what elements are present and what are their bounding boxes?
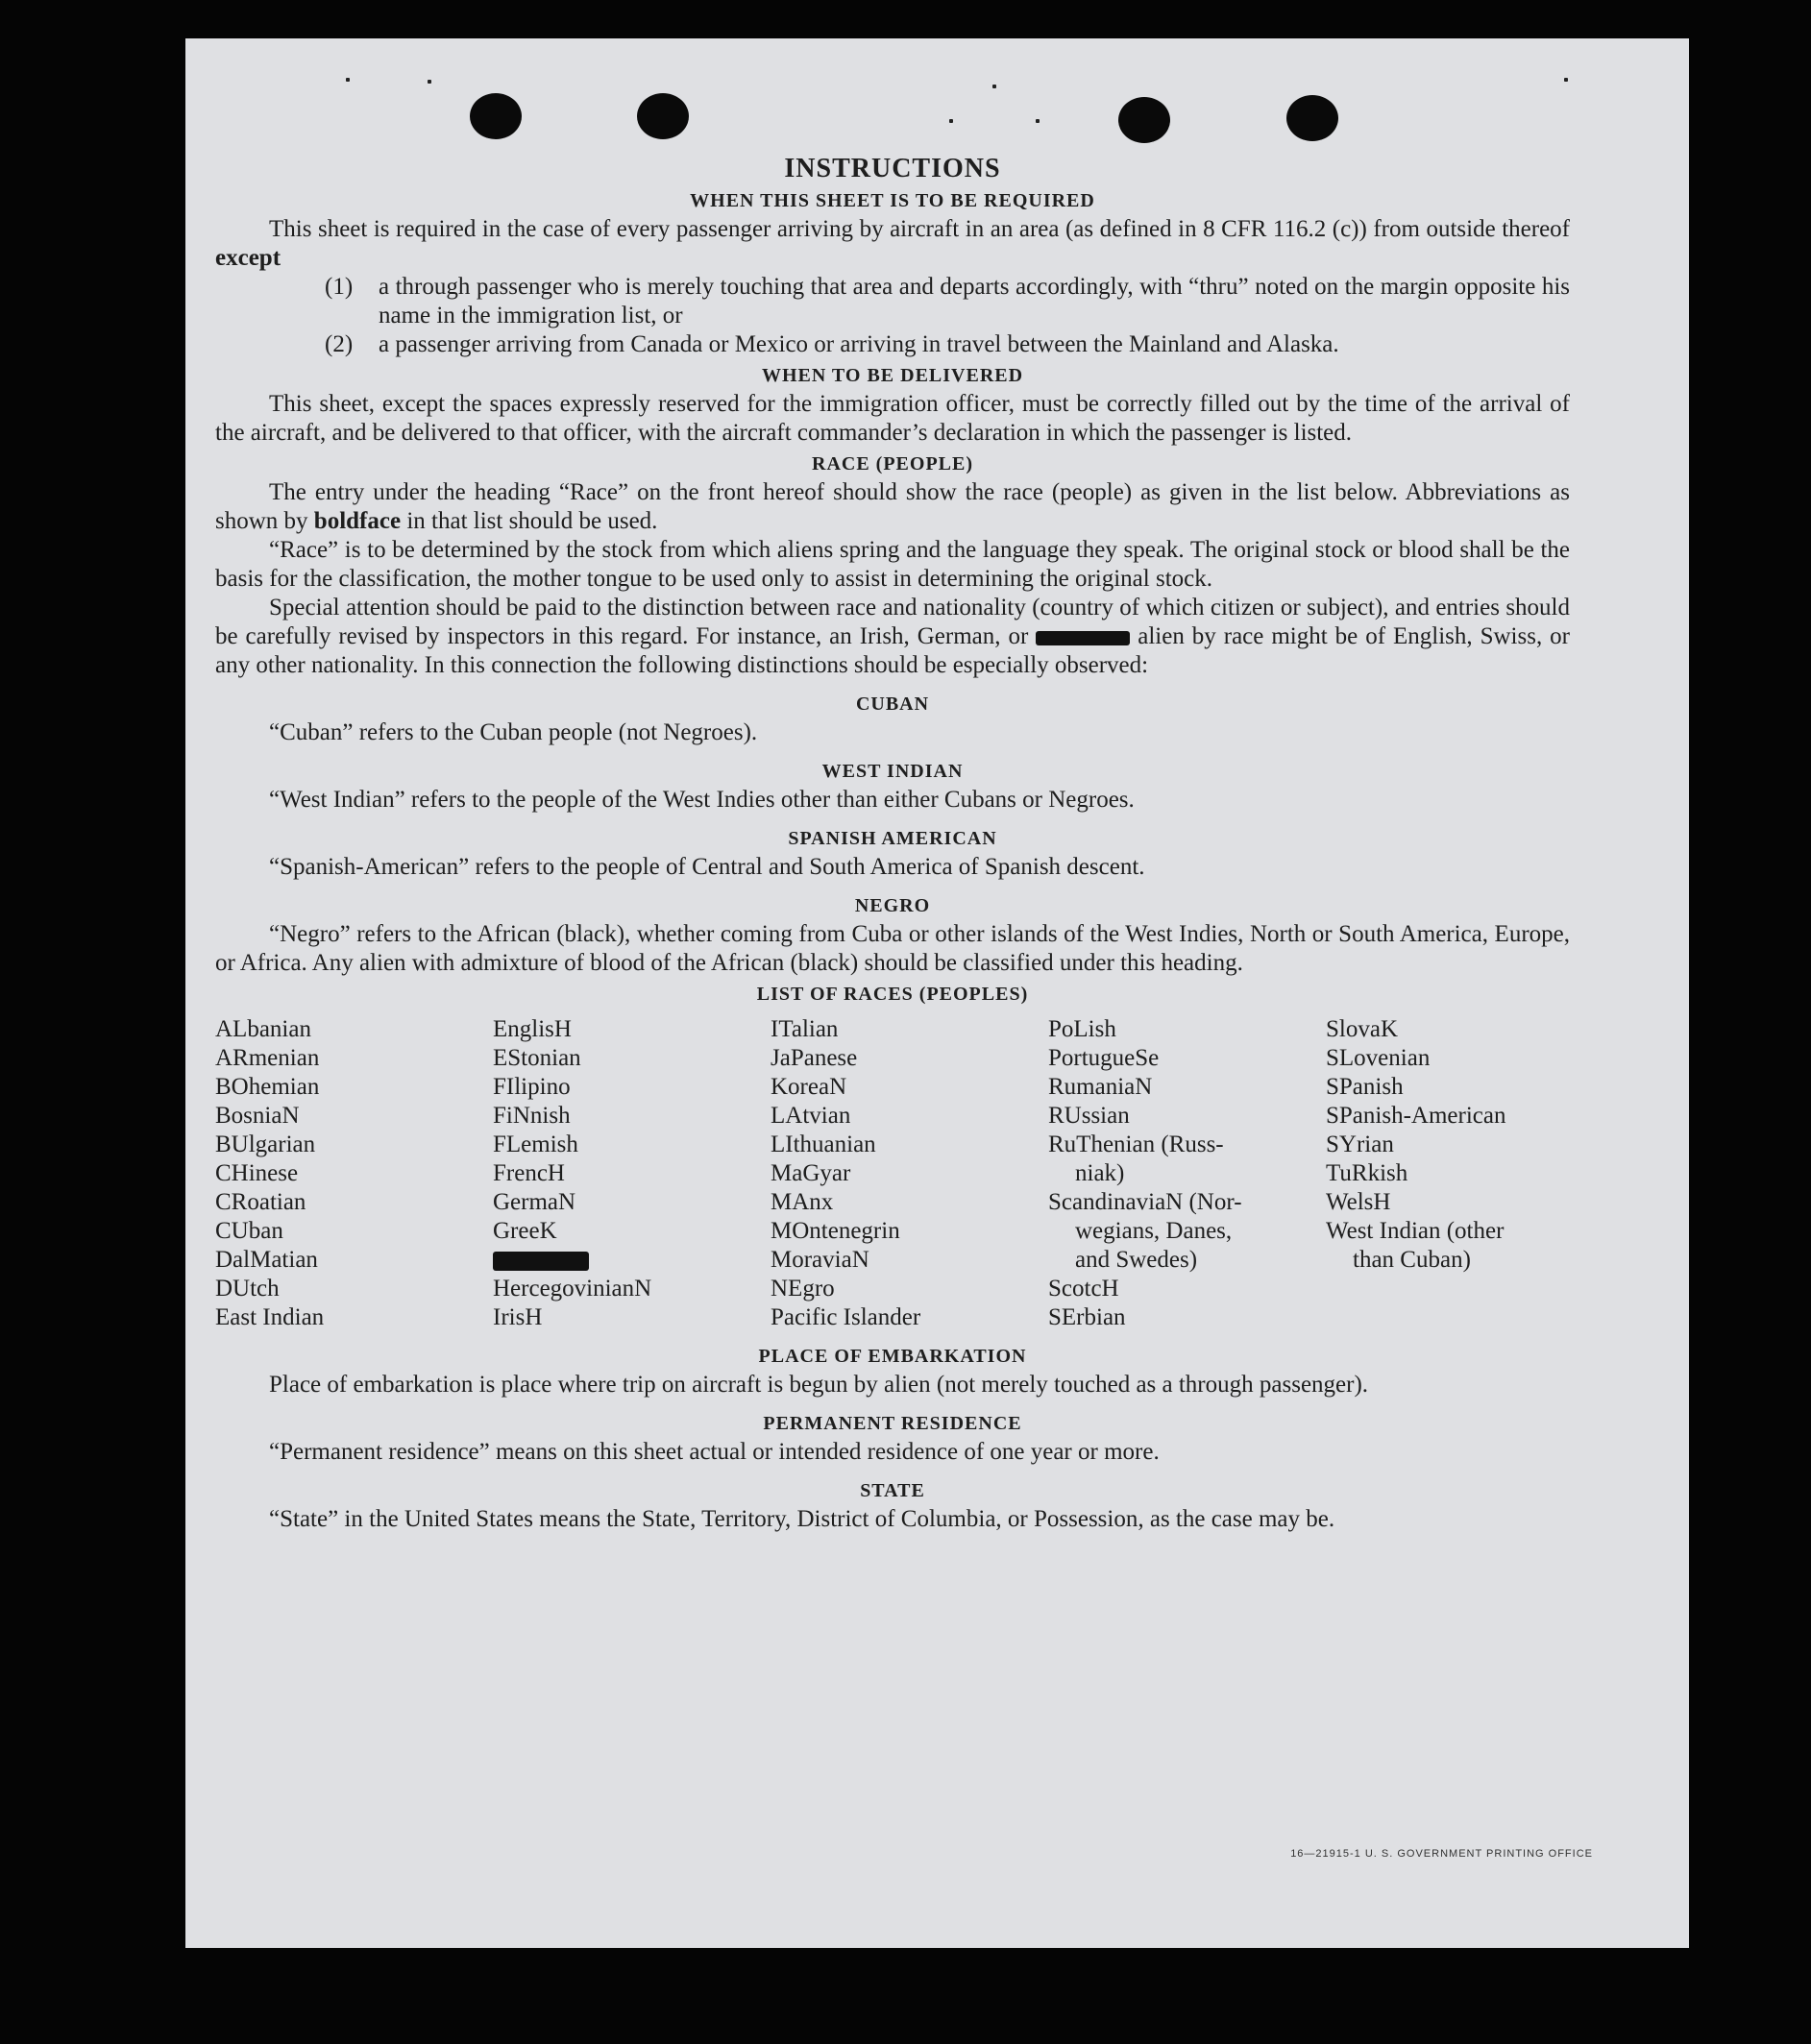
race-entry: PoLish	[1048, 1016, 1116, 1042]
race-entry: EStonian	[493, 1045, 581, 1071]
race-entry: RUssian	[1048, 1103, 1130, 1129]
paragraph-negro: “Negro” refers to the African (black), whether coming from Cuba or other islands of the West Indies, North or South America, Europe, or Africa. Any alien with admixture of blood of the African (black) should be classified under this heading.	[215, 921, 1570, 976]
races-column	[493, 1015, 771, 1332]
race-entry: FiNnish	[493, 1103, 571, 1129]
race-entry: EnglisH	[493, 1016, 572, 1042]
race-entry: and Swedes)	[1075, 1247, 1198, 1273]
heading-permanent-residence: PERMANENT RESIDENCE	[763, 1413, 1022, 1434]
race-entry: SPanish	[1326, 1074, 1404, 1100]
race-entry: NEgro	[771, 1276, 835, 1302]
paragraph-cuban: “Cuban” refers to the Cuban people (not Negroes).	[269, 719, 758, 745]
heading-negro: NEGRO	[854, 895, 931, 916]
paragraph-state: “State” in the United States means the State, Territory, District of Columbia, or Possession, as the case may be.	[269, 1506, 1335, 1532]
speck	[1036, 119, 1040, 123]
heading-west-indian: WEST INDIAN	[821, 761, 964, 782]
heading-required: WHEN THIS SHEET IS TO BE REQUIRED	[690, 190, 1095, 211]
race-entry: IrisH	[493, 1304, 543, 1330]
race-entry: CUban	[215, 1218, 283, 1244]
race-entry: SLovenian	[1326, 1045, 1431, 1071]
race-p3b: alien by race might be of English, Swiss, or any other nationality. In this connection the following distinctions should be especially observed:	[215, 623, 1570, 678]
race-entry: Pacific Islander	[771, 1304, 921, 1330]
race-entry: BosniaN	[215, 1103, 300, 1129]
redaction-mark	[493, 1252, 589, 1271]
race-entry: WelsH	[1326, 1189, 1391, 1215]
race-entry	[493, 1246, 771, 1275]
race-entry: ALbanian	[215, 1016, 311, 1042]
race-entry: TuRkish	[1326, 1160, 1408, 1186]
speck	[992, 85, 996, 88]
race-entry: HercegovinianN	[493, 1276, 652, 1302]
instruction-sheet	[185, 38, 1689, 1948]
heading-list-of-races: LIST OF RACES (PEOPLES)	[756, 984, 1029, 1005]
paragraph-required	[215, 215, 1570, 273]
punch-hole	[1118, 97, 1170, 143]
heading-race: RACE (PEOPLE)	[812, 453, 973, 474]
race-entry: BOhemian	[215, 1074, 320, 1100]
paragraph-permanent-residence: “Permanent residence” means on this sheet actual or intended residence of one year or more.	[269, 1439, 1160, 1465]
race-entry: CRoatian	[215, 1189, 306, 1215]
race-p3a: Special attention should be paid to the distinction between race and nationality (country of which citizen or subject), and entries should be carefully revised by inspectors in this regard. For instance, an Irish, German, or	[215, 595, 1570, 649]
punch-hole	[637, 93, 689, 139]
punch-hole	[470, 93, 522, 139]
race-entry: FrencH	[493, 1160, 565, 1186]
races-column	[215, 1015, 493, 1332]
race-entry: LIthuanian	[771, 1132, 876, 1157]
redaction-mark	[1036, 631, 1130, 645]
race-entry: RumaniaN	[1048, 1074, 1153, 1100]
race-entry: FIlipino	[493, 1074, 571, 1100]
race-entry: niak)	[1075, 1160, 1125, 1186]
item-text: a through passenger who is merely touching that area and departs accordingly, with “thru” noted on the margin opposite his name in the immigration list, or	[379, 274, 1570, 328]
race-entry: GermaN	[493, 1189, 576, 1215]
race-entry: PortugueSe	[1048, 1045, 1160, 1071]
item-number: (1)	[325, 274, 354, 300]
races-list	[215, 1015, 1570, 1332]
race-entry: DUtch	[215, 1276, 280, 1302]
race-entry: CHinese	[215, 1160, 299, 1186]
race-entry: ScandinaviaN (Nor-	[1048, 1189, 1242, 1215]
race-entry: FLemish	[493, 1132, 578, 1157]
race-entry: KoreaN	[771, 1074, 847, 1100]
list-item	[325, 273, 1570, 330]
race-entry: DalMatian	[215, 1247, 318, 1273]
paragraph-race-1	[215, 478, 1570, 536]
paragraph-race-2: “Race” is to be determined by the stock from which aliens spring and the language they speak. The original stock or blood shall be the basis for the classification, the mother tongue to be used only to assist in determining the original stock.	[215, 537, 1570, 592]
race-entry: RuThenian (Russ-	[1048, 1132, 1224, 1157]
race-entry: ScotcH	[1048, 1276, 1119, 1302]
paragraph-spanish-american: “Spanish-American” refers to the people of Central and South America of Spanish descent.	[269, 854, 1145, 880]
race-entry: MoraviaN	[771, 1247, 869, 1273]
speck	[428, 80, 431, 84]
race-entry: SPanish-American	[1326, 1103, 1506, 1129]
item-number: (2)	[325, 331, 354, 357]
race-entry: ARmenian	[215, 1045, 320, 1071]
race-entry: BUlgarian	[215, 1132, 316, 1157]
paragraph-race-3	[215, 594, 1570, 680]
list-item	[325, 330, 1570, 359]
race-entry: ITalian	[771, 1016, 839, 1042]
race-entry: than Cuban)	[1353, 1247, 1471, 1273]
page-title: INSTRUCTIONS	[784, 154, 1001, 183]
race-entry: GreeK	[493, 1218, 557, 1244]
race-entry: SErbian	[1048, 1304, 1126, 1330]
race-entry: SlovaK	[1326, 1016, 1398, 1042]
race-entry: LAtvian	[771, 1103, 851, 1129]
race-entry: East Indian	[215, 1304, 325, 1330]
race-entry: MOntenegrin	[771, 1218, 900, 1244]
races-column	[1048, 1015, 1326, 1332]
printing-office-code: 16—21915-1 U. S. GOVERNMENT PRINTING OFFICE	[1290, 1848, 1593, 1860]
race-entry: West Indian (other	[1326, 1218, 1505, 1244]
races-column	[771, 1015, 1048, 1332]
race-entry: JaPanese	[771, 1045, 858, 1071]
paragraph-west-indian: “West Indian” refers to the people of the West Indies other than either Cubans or Negroes.	[269, 787, 1135, 813]
speck	[949, 119, 953, 123]
heading-delivered: WHEN TO BE DELIVERED	[761, 365, 1024, 386]
item-text: a passenger arriving from Canada or Mexico or arriving in travel between the Mainland and Alaska.	[379, 331, 1339, 357]
heading-embarkation: PLACE OF EMBARKATION	[758, 1346, 1027, 1367]
race-p1b: in that list should be used.	[406, 508, 658, 534]
races-column	[1326, 1015, 1570, 1332]
required-intro: This sheet is required in the case of every passenger arriving by aircraft in an area (as defined in 8 CFR 116.2 (c)) from outside thereof	[269, 216, 1570, 242]
race-p1a: The entry under the heading “Race” on the front hereof should show the race (people) as given in the list below. Abbreviations as shown by	[215, 479, 1570, 534]
speck	[1564, 78, 1568, 82]
race-entry: MAnx	[771, 1189, 834, 1215]
punch-hole	[1286, 95, 1338, 141]
required-except: except	[215, 245, 281, 271]
race-entry: SYrian	[1326, 1132, 1394, 1157]
paragraph-embarkation: Place of embarkation is place where trip on aircraft is begun by alien (not merely touched as a through passenger).	[269, 1372, 1369, 1398]
race-entry: wegians, Danes,	[1075, 1218, 1233, 1244]
heading-state: STATE	[860, 1480, 925, 1501]
paragraph-delivered: This sheet, except the spaces expressly reserved for the immigration officer, must be correctly filled out by the time of the arrival of the aircraft, and be delivered to that officer, with the aircraft commander’s declaration in which the passenger is listed.	[215, 391, 1570, 446]
race-entry: MaGyar	[771, 1160, 851, 1186]
heading-spanish-american: SPANISH AMERICAN	[788, 828, 997, 849]
heading-cuban: CUBAN	[855, 694, 930, 715]
race-boldface: boldface	[313, 508, 402, 534]
speck	[346, 78, 350, 82]
